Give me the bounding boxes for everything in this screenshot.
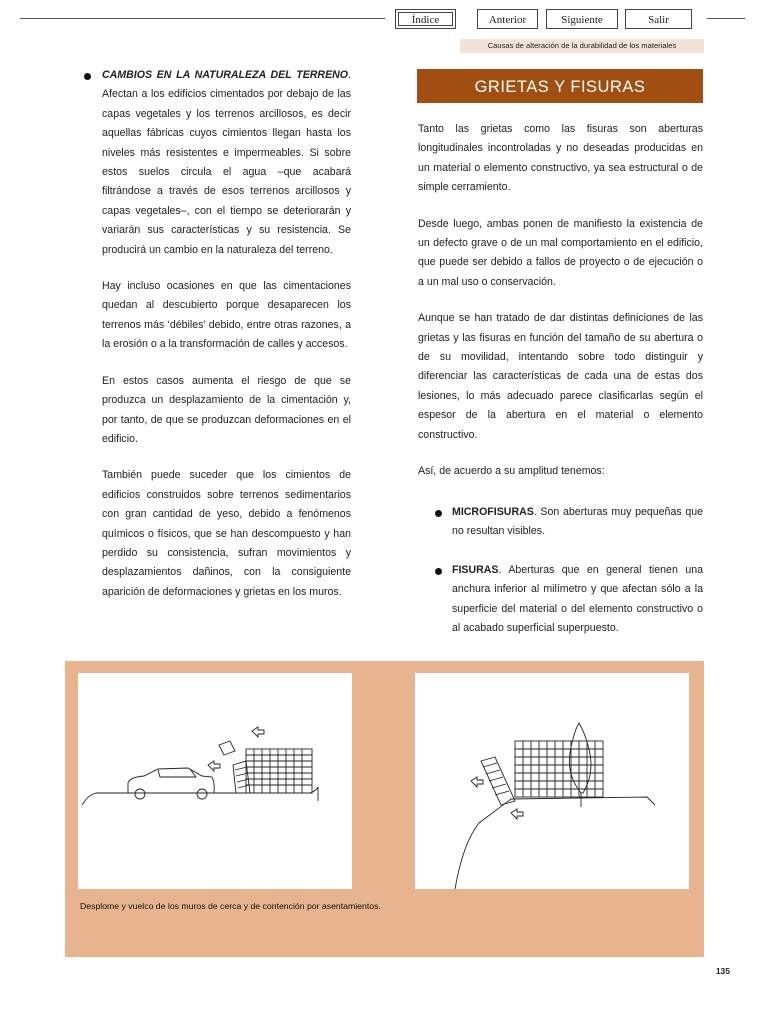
figure-panel bbox=[65, 661, 704, 957]
left-column bbox=[102, 66, 351, 619]
right-paragraph-2: Desde luego, ambas ponen de manifiesto la existencia de un defecto grave o de un mal comportamiento en el edificio, que puede ser debido a fallos de proyecto o de ejecución o a un mal uso o conservación. bbox=[418, 217, 703, 288]
retaining-wall-drawing bbox=[415, 673, 689, 889]
section-subtitle: Causas de alteración de la durabilidad de los materiales bbox=[460, 39, 704, 53]
car-wall-drawing bbox=[78, 673, 352, 889]
section-title-banner: GRIETAS Y FISURAS bbox=[417, 69, 703, 103]
nav-siguiente-button[interactable]: Siguiente bbox=[546, 9, 618, 29]
bullet-dot bbox=[84, 73, 91, 80]
paragraph-4: También puede suceder que los cimientos de edificios construidos sobre terrenos sedimentarios con gran cantidad de yeso, debido a fenómenos químicos o físicos, que se han descompuesto y han perdido su consistencia, sufran movimientos y desplazamientos dañinos, con la consiguiente aparición de deformaciones y grietas en los muros. bbox=[102, 469, 351, 598]
page-number: 135 bbox=[715, 966, 730, 976]
bullet-dot bbox=[435, 568, 442, 575]
paragraph-terreno bbox=[102, 66, 351, 260]
figure-caption: Desplome y vuelco de los muros de cerca y de contención por asentamientos. bbox=[80, 901, 381, 911]
microfisuras-lead: MICROFISURAS bbox=[452, 506, 534, 518]
fisuras-lead: FISURAS bbox=[452, 564, 499, 576]
nav-line-right bbox=[707, 18, 745, 19]
illustration-car-wall bbox=[78, 673, 352, 889]
right-paragraph-3: Aunque se han tratado de dar distintas definiciones de las grietas y las fisuras en función del tamaño de su abertura o de su movilidad, intentando sobre todo distinguir y diferenciar las características de cada una de estas dos lesiones, lo más adecuado parece clasificarlas según el espesor de la abertura en el material o elemento constructivo. bbox=[418, 312, 703, 441]
right-column bbox=[418, 120, 703, 499]
illustration-retaining-wall bbox=[415, 673, 689, 889]
bullet-lead-terreno: CAMBIOS EN LA NATURALEZA DEL TERRENO bbox=[102, 69, 349, 81]
list-item-microfisuras bbox=[452, 503, 703, 542]
nav-salir-button[interactable]: Salir bbox=[625, 9, 692, 29]
paragraph-3: En estos casos aumenta el riesgo de que se produzca un desplazamiento de la cimentación y, por tanto, de que se produzcan deformaciones en el edificio. bbox=[102, 374, 351, 445]
list-item-fisuras bbox=[452, 561, 703, 639]
nav-indice-button[interactable]: Índice bbox=[395, 9, 456, 29]
nav-line-left bbox=[20, 18, 385, 19]
right-paragraph-1: Tanto las grietas como las fisuras son aberturas longitudinales incontroladas y no deseadas producidas en un material o elemento constructivo, ya sea estructural o de simple cerramiento. bbox=[418, 123, 703, 194]
bullet-dot bbox=[435, 510, 442, 517]
right-paragraph-4: Así, de acuerdo a su amplitud tenemos: bbox=[418, 465, 605, 478]
nav-anterior-button[interactable]: Anterior bbox=[477, 9, 538, 29]
paragraph-2: Hay incluso ocasiones en que las cimentaciones quedan al descubierto porque desaparecen los terrenos más ‘débiles’ debido, entre otras razones, a la erosión o a la transformación de calles y accesos. bbox=[102, 280, 351, 351]
bullet-text-terreno: . Afectan a los edificios cimentados por debajo de las capas vegetales y los terrenos arcillosos, es decir aquellas fábricas cuyos cimientos llegan hasta los niveles más resistentes e impermeables. Si sobre estos suelos circula el agua –que acabará filtrándose a través de esos terrenos arcillosos y capas vegetales–, con el tiempo se deteriorarán y variarán sus características y su resistencia. Se producirá un cambio en la naturaleza del terreno. bbox=[102, 69, 351, 256]
microfisuras-text: . Son aberturas muy pequeñas que no resultan visibles. bbox=[452, 506, 703, 538]
fisuras-text: . Aberturas que en general tienen una anchura inferior al milímetro y que afectan sólo a la superficie del material o del elemento constructivo o al acabado superficial superpuesto. bbox=[452, 564, 703, 635]
